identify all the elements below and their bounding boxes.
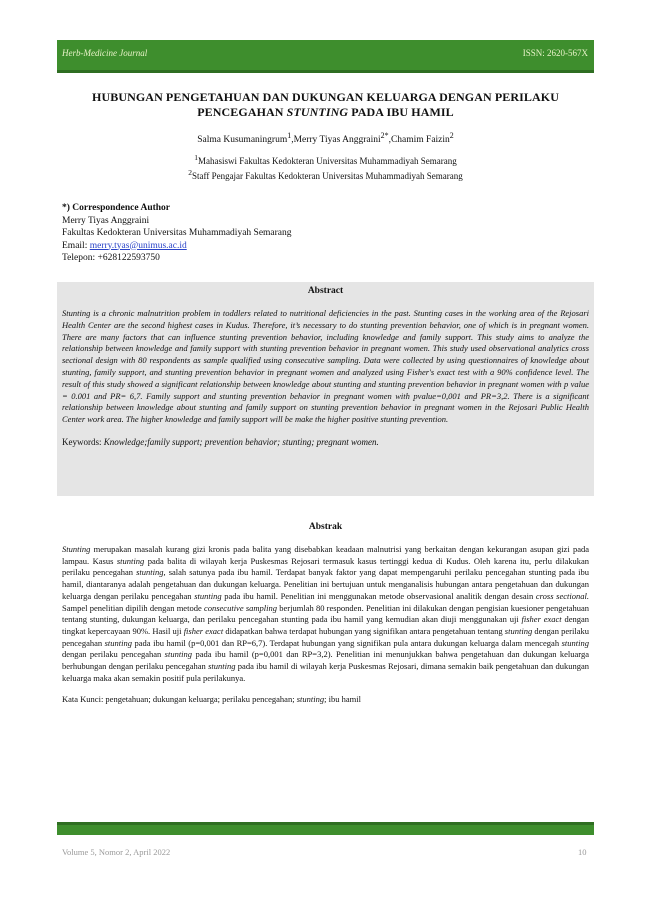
keywords: Keywords: Knowledge;family support; prevention behavior; stunting; pregnant women. — [62, 436, 379, 447]
correspondence-heading: *) Correspondence Author — [62, 203, 171, 213]
correspondence-email-row: Email: merry.tyas@unimus.ac.id — [62, 240, 187, 251]
abstract-indonesian — [57, 518, 594, 776]
author-2: ,Merry Tiyas Anggraini — [291, 135, 381, 146]
affiliation-1: $^1$Mahasiswi Fakultas Kedokteran Universitas Muhammadiyah Semarang — [194, 153, 457, 166]
footer-bar — [57, 822, 594, 835]
page-number: 10 — [578, 847, 587, 857]
correspondence-institution: Fakultas Kedokteran Universitas Muhammadiyah Semarang — [62, 228, 292, 238]
journal-name: Herb-Medicine Journal — [62, 48, 148, 58]
abstrak-heading: Abstrak — [308, 522, 343, 532]
author-1: Salma Kusumaningrum — [197, 135, 288, 146]
correspondence-block — [62, 202, 292, 265]
author-3: ,Chamim Faizin — [388, 135, 450, 146]
abstrak-body: Stunting merupakan masalah kurang gizi kronis pada balita yang disebabkan keadaan malnutrisi yang berkaitan dengan kekurangan asupan gizi pada lampau. Kasus stunting pada balita di wilayah kerja Puskesmas Rejosari termasuk kasus tertinggi kedua di Kudus. Oleh karena itu, perlu dilakukan perilaku pencegahan stunting, salah satunya pada ibu hamil. Terdapat banyak faktor yang dapat mempengaruhi perilaku pencegahan stunting pada ibu hamil, diantaranya adalah pengetahuan dan dukungan keluarga. Penelitian ini bertujuan untuk menganalisis hubungan antara pengetahuan dan dukungan keluarga dengan perilaku pencegahan stunting pada ibu hamil. Penelitian ini menggunakan metode observasional analitik dengan desain cross sectional. Sampel penelitian dipilih dengan metode consecutive sampling berjumlah 80 responden. Penelitian ini dilakukan dengan pengisian kuesioner pengetahuan tentang stunting, dukungan keluarga, dan perilaku pencegahan stunting pada ibu hamil yang kemudian akan diuji menggunakan uji fisher exact dengan tingkat kepercayaan 90%. Hasil uji fisher exact didapatkan bahwa terdapat hubungan yang signifikan antara pengetahuan tentang stunting dengan perilaku pencegahan stunting pada ibu hamil (p=0,001 dan RP=6,7). Terdapat hubungan yang signifikan pula antara dukungan keluarga dalam mencegah stunting dengan perilaku pencegahan stunting pada ibu hamil (p=0,001 dan RP=3,2). Penelitian ini menunjukkan bahwa pengetahuan dan dukungan keluarga berhubungan dengan perilaku pencegahan stunting pada ibu hamil di wilayah kerja Puskesmas Rejosari, dimana semakin baik pengetahuan dan dukungan keluarga maka akan semakin positif pula perilakunya. — [62, 544, 590, 683]
email-link[interactable]: merry.tyas@unimus.ac.id — [89, 240, 187, 251]
affiliations — [57, 152, 594, 182]
author-list: Salma Kusumaningrum$^1$,Merry Tiyas Anggraini$^{2*}$,Chamim Faizin$^2$ — [197, 131, 454, 146]
correspondence-name: Merry Tiyas Anggraini — [62, 215, 150, 226]
affiliation-2: $^2$Staff Pengajar Fakultas Kedokteran Universitas Muhammadiyah Semarang — [188, 168, 463, 181]
issn-label: ISSN: 2620-567X — [522, 48, 588, 58]
kata-kunci: Kata Kunci: pengetahuan; dukungan keluarga; perilaku pencegahan; stunting; ibu hamil — [62, 694, 361, 705]
volume-label: Volume 5, Nomor 2, April 2022 — [62, 847, 171, 857]
paper-title — [57, 90, 594, 120]
title-line-2: PENCEGAHAN STUNTING PADA IBU HAMIL — [197, 105, 454, 119]
title-line-1: HUBUNGAN PENGETAHUAN DAN DUKUNGAN KELUARGA DENGAN PERILAKU — [92, 90, 559, 104]
abstract-english — [57, 282, 594, 496]
abstract-heading: Abstract — [307, 286, 344, 296]
journal-header-bar — [57, 40, 594, 73]
abstract-body: Stunting is a chronic malnutrition problem in toddlers related to nutritional deficiencies in the past. Stunting cases in the working area of the Rejosari Health Center are the second highest cases in Kudus. Therefore, it’s necessary to do stunting prevention behavior, one of which is in pregnant women. There are many factors that can influence stunting prevention behavior, including knowledge and family support. This study aims to analyze the relationship between knowledge and family support with stunting prevention behavior in pregnant women. This study used observational analytics cross sectional design with 80 respondents as sample qualified using consecutive sampling. Data were collected by using questionnaires of knowledge about stunting, family support, and stunting prevention behavior in pregnant women and analyzed using Fisher's exact test with a 90% confidence level. The result of this study showed a significant relationship between knowledge about stunting and stunting prevention behavior in pregnant women with p value = 0.001 and PR= 6,7. Family support and stunting prevention behavior in pregnant women with pvalue=0,001 and PR=3,2. There is a significant relationship between knowledge about stunting and family support on stunting prevention behavior in pregnant women in the Rejosari Public Health Center work area. The higher knowledge and family support will be make the higher positive stunting prevention. — [62, 308, 589, 425]
correspondence-phone: Telepon: +628122593750 — [62, 253, 160, 263]
